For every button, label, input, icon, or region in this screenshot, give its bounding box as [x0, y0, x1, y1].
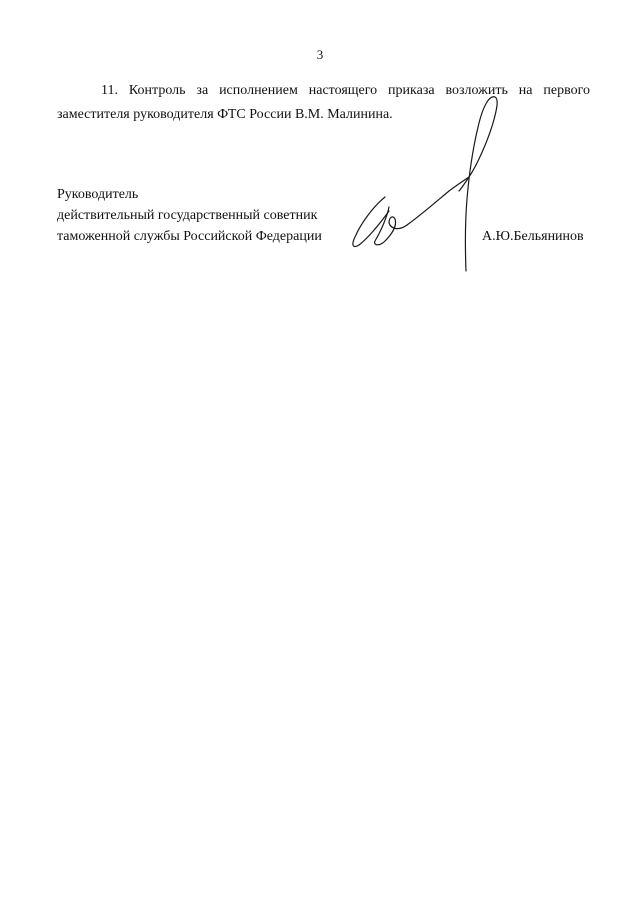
handwritten-signature	[345, 95, 515, 275]
signatory-name: А.Ю.Бельянинов	[482, 229, 584, 244]
signatory-title-line: действительный государственный советник	[57, 208, 318, 223]
page-number: 3	[316, 47, 324, 62]
signatory-title-line: таможенной службы Российской Федерации	[57, 229, 322, 244]
order-paragraph: 11. Контроль за исполнением настоящего приказа возложить на первого заместителя руководителя ФТС России В.М. Малинина.	[57, 83, 590, 122]
signatory-title-block	[57, 184, 377, 247]
signatory-title-line: Руководитель	[57, 187, 139, 202]
